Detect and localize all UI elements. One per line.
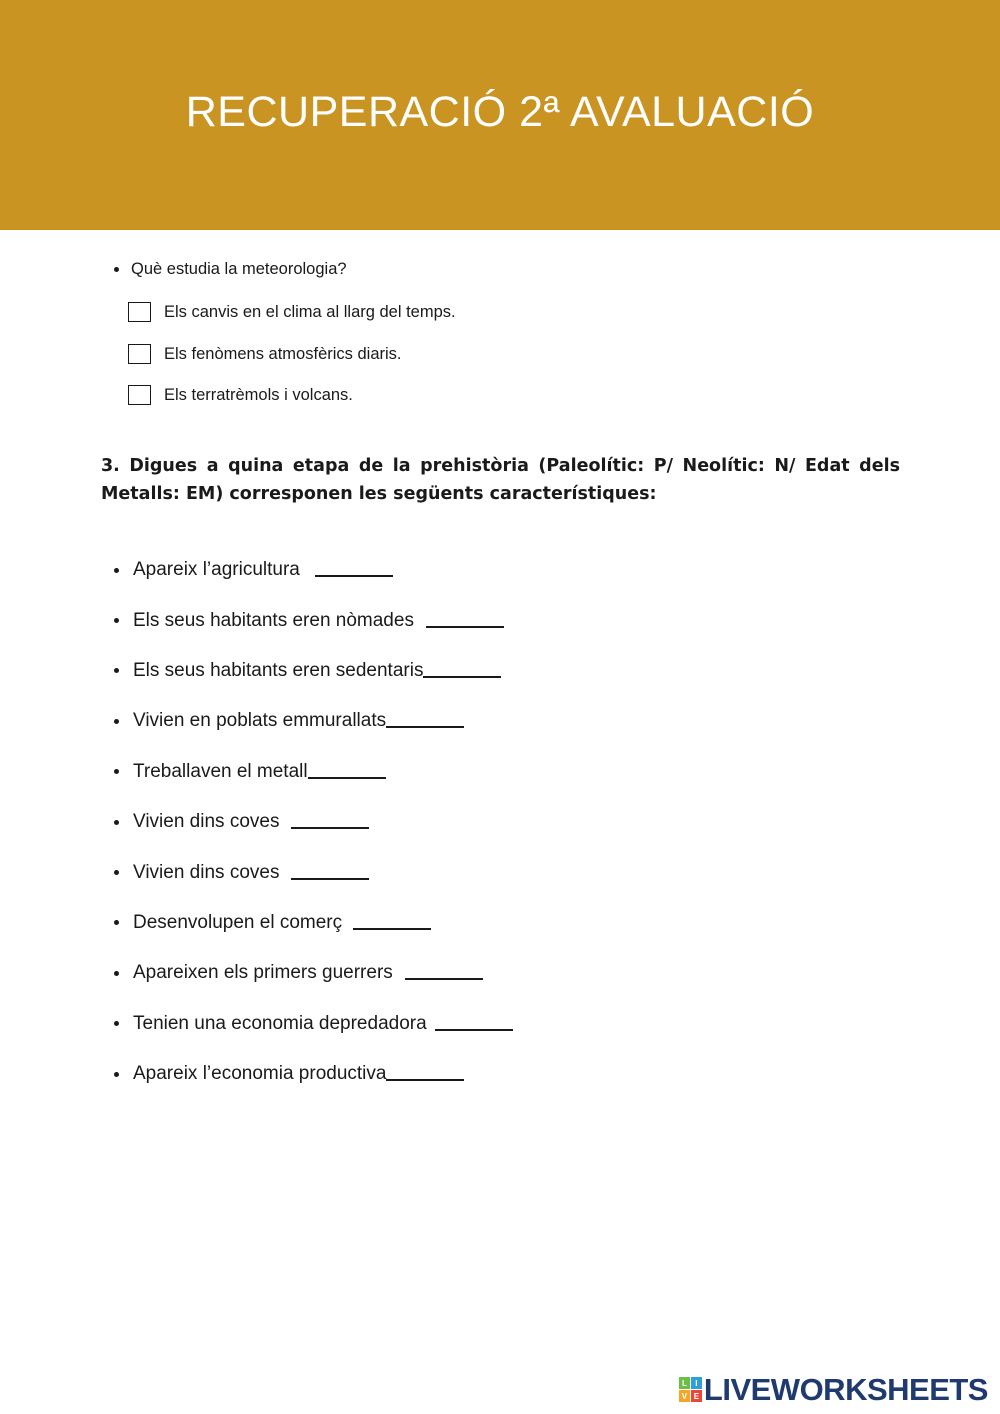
- logo-icon: [679, 1377, 702, 1402]
- question-3-heading: 3. Digues a quina etapa de la prehistòria (Paleolític: P/ Neolític: N/ Edat dels Metalls: EM) corresponen les següents característiques:: [101, 456, 900, 504]
- item-text: Apareix l’economia productiva: [133, 1063, 387, 1085]
- item-text: Vivien dins coves: [133, 861, 285, 883]
- bullet-dot: [114, 820, 119, 825]
- header-banner: [0, 0, 1000, 230]
- bullet-dot: [114, 1072, 119, 1077]
- page-title: RECUPERACIÓ 2ª AVALUACIÓ: [185, 87, 815, 136]
- answer-blank[interactable]: [291, 827, 369, 829]
- item-text: Vivien dins coves: [133, 811, 285, 833]
- list-item: [114, 898, 513, 948]
- question-2-text: Què estudia la meteorologia?: [131, 260, 347, 278]
- list-item: [114, 797, 513, 847]
- question-2-prompt: [114, 260, 347, 279]
- answer-blank[interactable]: [423, 676, 501, 678]
- list-item: [114, 1049, 513, 1099]
- option-1-checkbox[interactable]: [128, 302, 151, 322]
- bullet-dot: [114, 267, 119, 272]
- list-item: [114, 545, 513, 595]
- bullet-dot: [114, 568, 119, 573]
- answer-blank[interactable]: [405, 978, 483, 980]
- bullet-dot: [114, 920, 119, 925]
- option-2-checkbox[interactable]: [128, 344, 151, 364]
- list-item: [114, 948, 513, 998]
- list-item: [114, 595, 513, 645]
- option-2-label: Els fenòmens atmosfèrics diaris.: [164, 344, 402, 363]
- answer-blank[interactable]: [291, 878, 369, 880]
- option-2[interactable]: [128, 344, 402, 364]
- list-item: [114, 747, 513, 797]
- item-text: Vivien en poblats emmurallats: [133, 710, 387, 732]
- item-text: Tenien una economia depredadora: [133, 1012, 432, 1034]
- bullet-dot: [114, 971, 119, 976]
- answer-blank[interactable]: [426, 626, 504, 628]
- list-item: [114, 646, 513, 696]
- answer-blank[interactable]: [353, 928, 431, 930]
- option-3-checkbox[interactable]: [128, 385, 151, 405]
- bullet-dot: [114, 719, 119, 724]
- liveworksheets-logo: [679, 1374, 988, 1405]
- bullet-dot: [114, 668, 119, 673]
- item-text: Desenvolupen el comerç: [133, 911, 348, 933]
- logo-square-e: E: [691, 1390, 702, 1402]
- bullet-dot: [114, 1021, 119, 1026]
- item-text: Apareixen els primers guerrers: [133, 962, 399, 984]
- answer-blank[interactable]: [435, 1029, 513, 1031]
- list-item: [114, 999, 513, 1049]
- item-text: Apareix l’agricultura: [133, 559, 306, 581]
- option-1[interactable]: [128, 302, 456, 322]
- option-3[interactable]: [128, 385, 353, 405]
- characteristics-list: [114, 545, 513, 1099]
- answer-blank[interactable]: [315, 575, 393, 577]
- list-item: [114, 847, 513, 897]
- bullet-dot: [114, 618, 119, 623]
- answer-blank[interactable]: [386, 726, 464, 728]
- logo-square-v: V: [679, 1390, 690, 1402]
- option-3-label: Els terratrèmols i volcans.: [164, 385, 353, 404]
- answer-blank[interactable]: [386, 1079, 464, 1081]
- answer-blank[interactable]: [308, 777, 386, 779]
- item-text: Treballaven el metall: [133, 760, 308, 782]
- bullet-dot: [114, 769, 119, 774]
- list-item: [114, 696, 513, 746]
- option-1-label: Els canvis en el clima al llarg del temps.: [164, 302, 456, 321]
- item-text: Els seus habitants eren sedentaris: [133, 659, 424, 681]
- item-text: Els seus habitants eren nòmades: [133, 609, 420, 631]
- logo-square-i: I: [691, 1377, 702, 1389]
- logo-square-l: L: [679, 1377, 690, 1389]
- logo-text: LIVEWORKSHEETS: [703, 1372, 988, 1407]
- bullet-dot: [114, 870, 119, 875]
